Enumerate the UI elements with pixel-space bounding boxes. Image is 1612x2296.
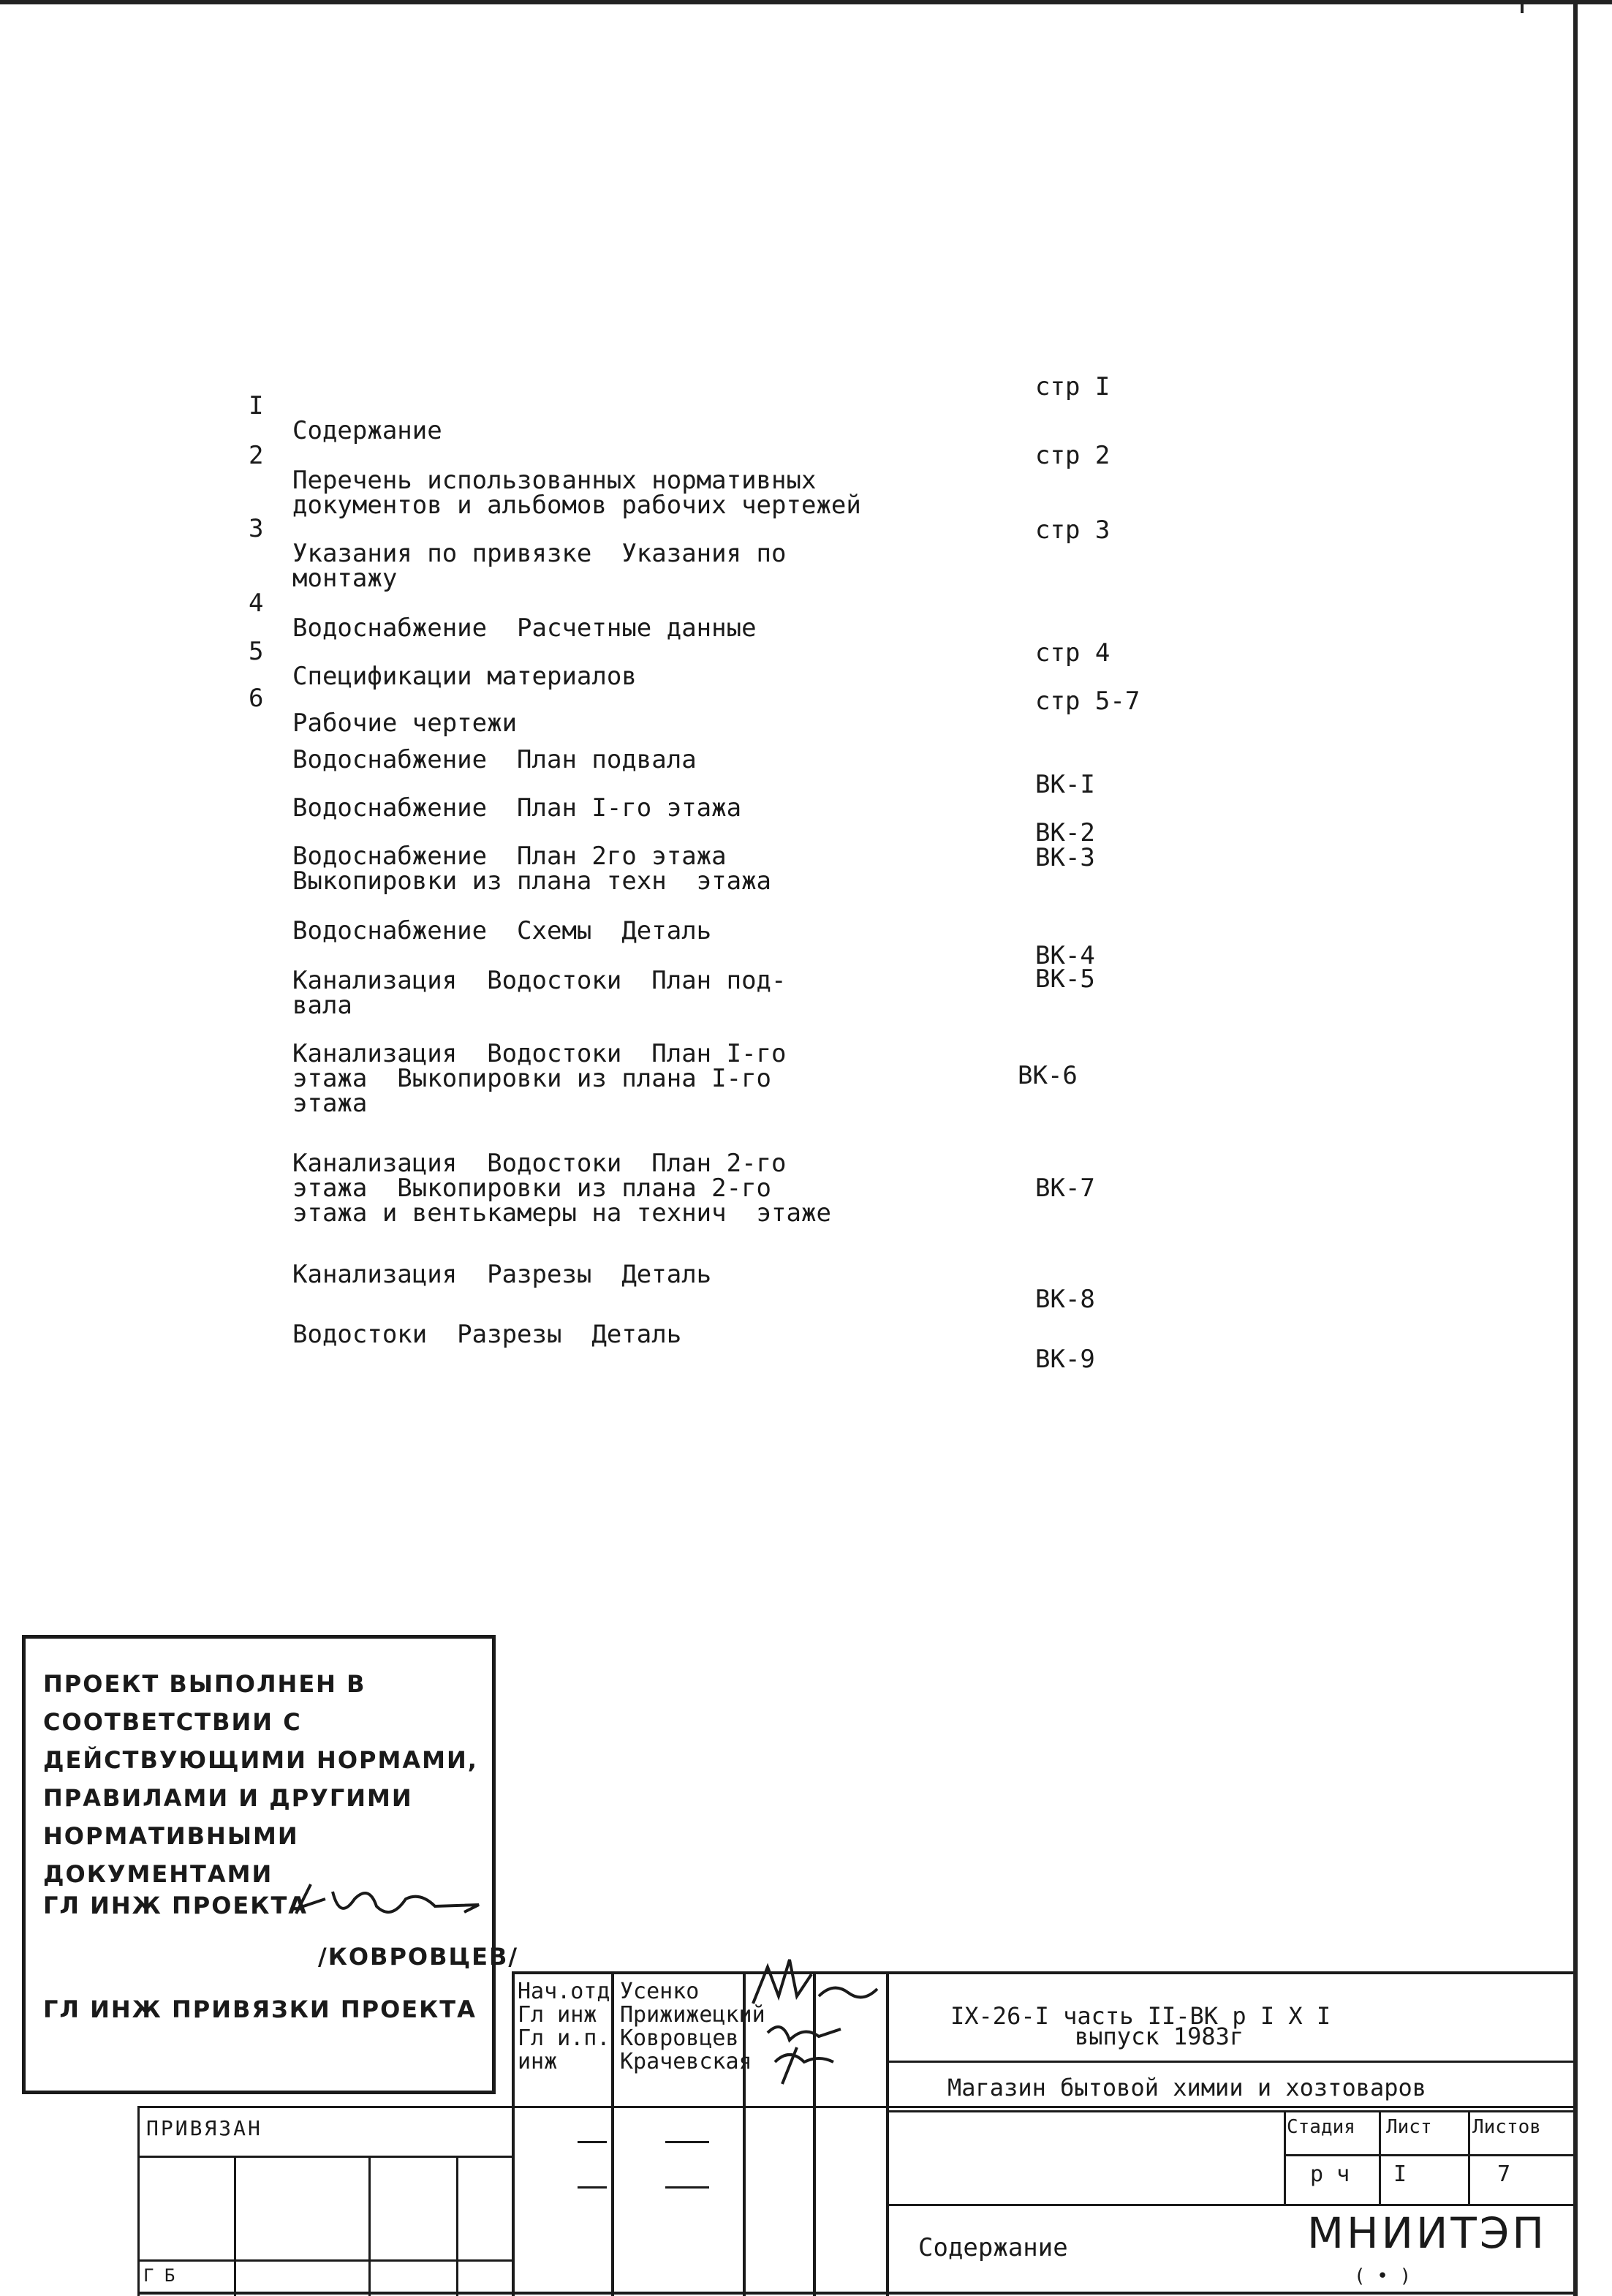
toc-title: Указания по привязке Указания по монтажу (292, 539, 787, 593)
toc-page: ВК-9 (1035, 1345, 1095, 1374)
organization-mark: ( • ) (1354, 2265, 1412, 2287)
toc-page: стр 5-7 (1035, 687, 1140, 716)
document-edition: выпуск 1983г (1075, 2023, 1244, 2050)
inventory-label: Г Б (143, 2265, 175, 2286)
toc-title: Канализация Водостоки План 2-го этажа Выкопировки из плана 2-го этажа и вентькамеры на технич этаже (292, 1149, 831, 1228)
role-head-of-department: Нач.отд (518, 1979, 610, 2004)
toc-row (0, 1126, 1095, 1228)
toc-page: стр I (1035, 372, 1110, 401)
toc-title: Водостоки Разрезы Деталь (292, 1320, 682, 1349)
chief-engineer-name: /КОВРОВЦЕВ/ (318, 1943, 519, 1971)
toc-page: стр 3 (1035, 516, 1110, 545)
name-chief-project-engineer: Ковровцев (620, 2025, 739, 2051)
toc-title: Водоснабжение План I-го этажа (292, 793, 742, 823)
role-chief-engineer: Гл инж (518, 2002, 597, 2028)
role-engineer: инж (518, 2049, 558, 2074)
conformity-stamp (22, 1635, 519, 2094)
toc-number: 6 (249, 684, 264, 713)
toc-title: Водоснабжение План подвала (292, 745, 697, 774)
stamp-text: ПРОЕКТ ВЫПОЛНЕН В СООТВЕТСТВИИ С ДЕЙСТВУЮЩИМИ НОРМАМИ, ПРАВИЛАМИ И ДРУГИМИ НОРМАТИВНЫМИ ДОКУМЕНТАМИ (43, 1670, 478, 1888)
toc-number: 4 (249, 589, 264, 618)
sheets-header: Листов (1472, 2116, 1541, 2138)
chief-engineer-label: ГЛ ИНЖ ПРОЕКТА (43, 1892, 309, 1919)
sheet-title: Содержание (918, 2233, 1068, 2262)
toc-number: 5 (249, 637, 264, 666)
toc-title: Водоснабжение План 2го этажа Выкопировки из плана техн этажа (292, 842, 772, 896)
toc-page: ВК-5 (1035, 964, 1095, 994)
toc-title: Водоснабжение Схемы Деталь (292, 916, 712, 945)
toc-title: Водоснабжение Расчетные данные (292, 613, 757, 643)
toc-title: Перечень использованных нормативных документов и альбомов рабочих чертежей (292, 466, 861, 520)
name-head-of-department: Усенко (620, 1979, 700, 2004)
toc-row (0, 1016, 1078, 1118)
toc-page: стр 2 (1035, 441, 1110, 470)
role-chief-project-engineer: Гл и.п. (518, 2025, 610, 2051)
name-engineer: Крачевская (620, 2049, 752, 2074)
name-chief-engineer: Прижижецкий (620, 2002, 765, 2028)
organization-name: МНИИТЭП (1307, 2208, 1547, 2258)
toc-page: ВК-2 (1035, 818, 1095, 847)
toc-title: Канализация Водостоки План I-го этажа Выкопировки из плана I-го этажа (292, 1039, 787, 1118)
toc-page: ВК-4 (1035, 941, 1095, 970)
chief-engineer-signature (289, 1877, 501, 1928)
stage-header: Стадия (1287, 2116, 1355, 2138)
toc-page: ВК-8 (1035, 1285, 1095, 1314)
toc-page: ВК-I (1035, 770, 1095, 799)
toc-title: Канализация Разрезы Деталь (292, 1260, 712, 1289)
binding-label: ПРИВЯЗАН (146, 2116, 262, 2140)
toc-title: Содержание (292, 416, 442, 445)
document-code: IX-26-I часть II-ВК р I X I (950, 2002, 1331, 2030)
toc-title: Рабочие чертежи (292, 709, 518, 738)
object-name: Магазин бытовой химии и хозтоваров (947, 2074, 1427, 2101)
toc-title: Канализация Водостоки План под- вала (292, 966, 787, 1020)
toc-page: ВК-3 (1035, 843, 1095, 872)
toc-number: I (249, 391, 264, 420)
sheets-value: 7 (1497, 2161, 1511, 2187)
title-block-signatures (738, 1952, 892, 2099)
toc-page: ВК-7 (1035, 1174, 1095, 1203)
toc-number: 2 (249, 441, 264, 470)
toc-title: Спецификации материалов (292, 662, 637, 691)
sheet-header: Лист (1386, 2116, 1432, 2138)
toc-page: ВК-6 (1018, 1061, 1078, 1090)
binding-engineer-label: ГЛ ИНЖ ПРИВЯЗКИ ПРОЕКТА (43, 1995, 477, 2023)
toc-page: стр 4 (1035, 638, 1110, 668)
chief-engineer-line (43, 1892, 308, 1919)
sheet-value: I (1393, 2161, 1407, 2187)
stage-value: р ч (1310, 2161, 1350, 2187)
toc-number: 3 (249, 514, 264, 543)
